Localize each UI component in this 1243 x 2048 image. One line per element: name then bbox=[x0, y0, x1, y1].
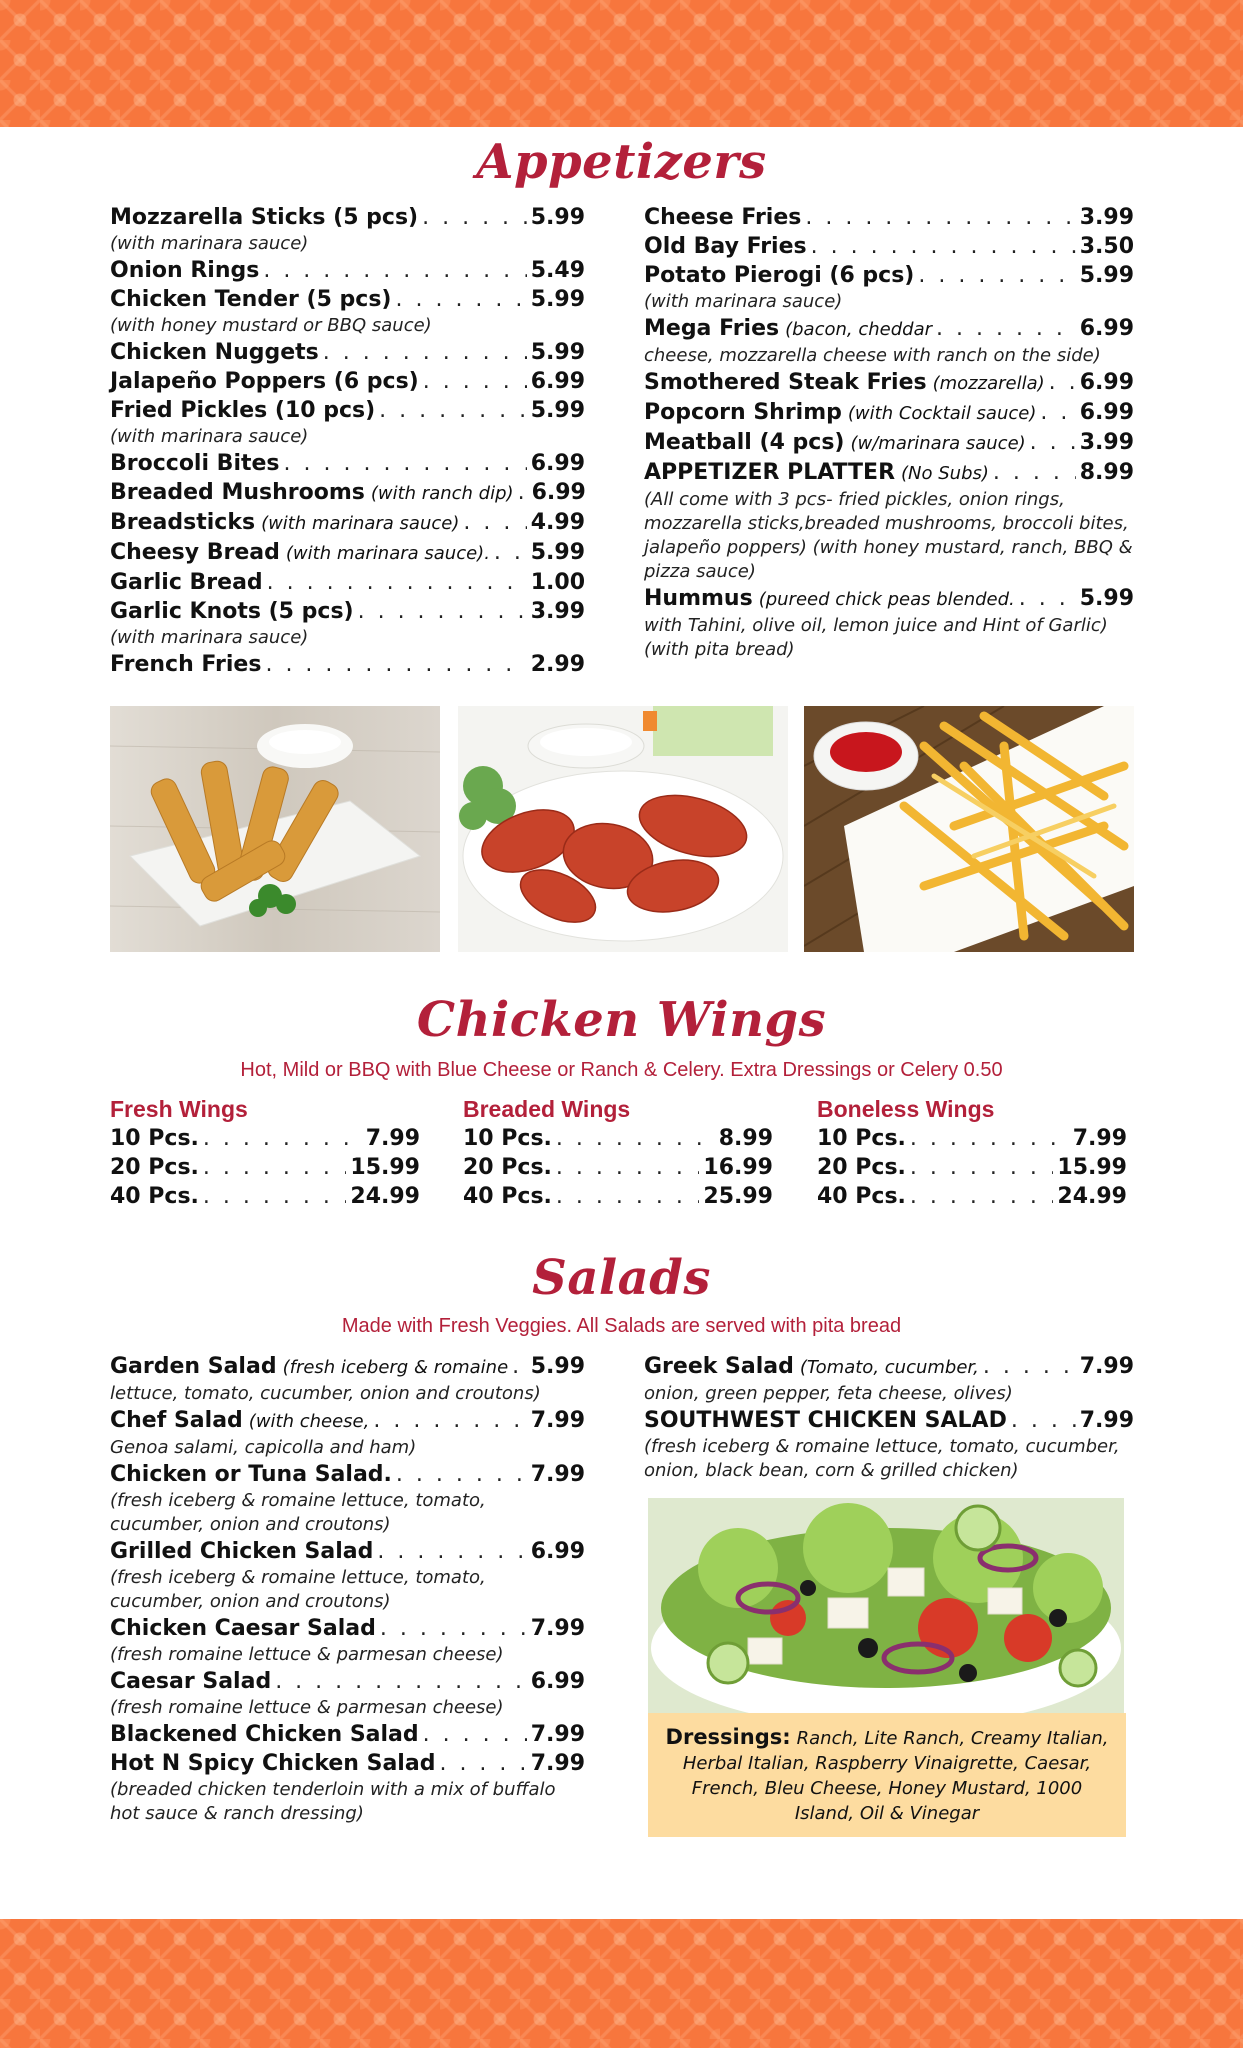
menu-item-note: (No Subs) bbox=[901, 463, 989, 484]
wing-group-name: Fresh Wings bbox=[110, 1096, 248, 1122]
menu-item-name: Garlic Knots (5 pcs) bbox=[110, 599, 354, 624]
dot-leader bbox=[423, 1720, 527, 1749]
dot-leader bbox=[1019, 584, 1076, 613]
wing-price: 16.99 bbox=[703, 1155, 773, 1180]
menu-item bbox=[110, 597, 585, 650]
menu-item-name: Broccoli Bites bbox=[110, 451, 280, 476]
menu-item-price: 7.99 bbox=[530, 1751, 585, 1776]
dot-leader bbox=[556, 1182, 700, 1211]
menu-item-line bbox=[110, 338, 585, 367]
menu-item-line bbox=[110, 538, 585, 568]
menu-item-description: (with marinara sauce) bbox=[110, 627, 309, 648]
menu-item-description: (fresh iceberg & romaine lettuce, tomato, cucumber, onion and croutons) bbox=[110, 1490, 486, 1535]
dot-leader bbox=[203, 1124, 362, 1153]
menu-item-name: Breadsticks bbox=[110, 510, 256, 535]
menu-item-name: SOUTHWEST CHICKEN SALAD bbox=[644, 1408, 1007, 1433]
menu-item-price: 3.99 bbox=[530, 599, 585, 624]
menu-item bbox=[110, 650, 585, 679]
menu-item-name: Hummus bbox=[644, 586, 753, 611]
dot-leader bbox=[284, 449, 527, 478]
boneless-wings-group bbox=[817, 1094, 1127, 1211]
wing-price-row bbox=[817, 1124, 1127, 1153]
wing-quantity: 40 Pcs. bbox=[817, 1184, 906, 1209]
menu-item-price: 6.99 bbox=[1079, 316, 1134, 341]
menu-item-line bbox=[110, 449, 585, 478]
wing-quantity: 40 Pcs. bbox=[110, 1184, 199, 1209]
wing-quantity: 20 Pcs. bbox=[817, 1155, 906, 1180]
menu-item-price: 6.99 bbox=[1079, 400, 1134, 425]
salads-subtitle: Made with Fresh Veggies. All Salads are served with pita bread bbox=[341, 1315, 902, 1337]
menu-item bbox=[644, 232, 1134, 261]
menu-item-price: 5.99 bbox=[530, 205, 585, 230]
menu-item bbox=[110, 256, 585, 285]
appetizers-title: Appetizers bbox=[476, 134, 767, 190]
menu-item bbox=[110, 1749, 585, 1826]
menu-item bbox=[644, 368, 1134, 398]
wing-price: 8.99 bbox=[718, 1126, 773, 1151]
menu-item bbox=[110, 449, 585, 478]
menu-item-line bbox=[644, 398, 1134, 428]
wing-quantity: 10 Pcs. bbox=[817, 1126, 906, 1151]
menu-item-line bbox=[644, 314, 1134, 344]
dot-leader bbox=[395, 285, 526, 314]
menu-item-description: lettuce, tomato, cucumber, onion and croutons) bbox=[110, 1383, 541, 1404]
dot-leader bbox=[203, 1182, 347, 1211]
menu-item bbox=[110, 1720, 585, 1749]
menu-item bbox=[110, 1667, 585, 1720]
menu-item-price: 4.99 bbox=[530, 510, 585, 535]
menu-item-price: 5.99 bbox=[530, 287, 585, 312]
menu-item-line bbox=[110, 1352, 585, 1382]
dot-leader bbox=[556, 1124, 715, 1153]
menu-item bbox=[644, 398, 1134, 428]
menu-item-price: 7.99 bbox=[530, 1722, 585, 1747]
menu-item-name: Breaded Mushrooms bbox=[110, 480, 365, 505]
menu-item bbox=[110, 367, 585, 396]
menu-item-price: 7.99 bbox=[530, 1462, 585, 1487]
menu-item-note: (with marinara sauce). bbox=[285, 543, 490, 564]
wing-price: 25.99 bbox=[703, 1184, 773, 1209]
menu-item-note: (with cheese, bbox=[248, 1411, 370, 1432]
menu-item-price: 6.99 bbox=[530, 1539, 585, 1564]
menu-item-description: (with honey mustard or BBQ sauce) bbox=[110, 315, 432, 336]
menu-item-name: Chicken or Tuna Salad. bbox=[110, 1462, 392, 1487]
dot-leader bbox=[811, 232, 1076, 261]
dressings-list: Ranch, Lite Ranch, Creamy Italian, Herbal Italian, Raspberry Vinaigrette, Caesar, French, Bleu Cheese, Honey Mustard, 1000 Island, Oil & Vinegar bbox=[682, 1728, 1109, 1824]
menu-item-name: Chicken Caesar Salad bbox=[110, 1616, 376, 1641]
menu-item-line bbox=[644, 232, 1134, 261]
dot-leader bbox=[1049, 368, 1076, 397]
dot-leader bbox=[380, 1614, 527, 1643]
menu-item-price: 7.99 bbox=[530, 1616, 585, 1641]
fresh-wings-group bbox=[110, 1094, 420, 1211]
dot-leader bbox=[263, 256, 526, 285]
dot-leader bbox=[494, 538, 527, 567]
menu-item-name: Garden Salad bbox=[110, 1354, 277, 1379]
menu-item-description: Genoa salami, capicolla and ham) bbox=[110, 1437, 417, 1458]
menu-item-price: 6.99 bbox=[530, 1669, 585, 1694]
wing-price-row bbox=[463, 1124, 773, 1153]
menu-item bbox=[644, 314, 1134, 368]
menu-item-description: onion, green pepper, feta cheese, olives) bbox=[644, 1383, 1013, 1404]
menu-item-name: French Fries bbox=[110, 652, 262, 677]
dot-leader bbox=[203, 1153, 347, 1182]
menu-item bbox=[110, 338, 585, 367]
menu-item-description: (All come with 3 pcs- fried pickles, onion rings, mozzarella sticks,breaded mushrooms, broccoli bites, jalapeño poppers) (with honey mustard, ranch, BBQ & pizza sauce) bbox=[644, 489, 1133, 582]
wing-quantity: 20 Pcs. bbox=[110, 1155, 199, 1180]
menu-item bbox=[110, 568, 585, 597]
wing-price-row bbox=[110, 1153, 420, 1182]
menu-item-price: 2.99 bbox=[530, 652, 585, 677]
dot-leader bbox=[1030, 428, 1076, 457]
dot-leader bbox=[518, 478, 528, 507]
dot-leader bbox=[265, 650, 526, 679]
salads-title: Salads bbox=[532, 1250, 711, 1306]
menu-item-name: Old Bay Fries bbox=[644, 234, 807, 259]
menu-item-name: Smothered Steak Fries bbox=[644, 370, 927, 395]
menu-item-note: (with ranch dip) bbox=[370, 483, 514, 504]
menu-item-line bbox=[110, 256, 585, 285]
dressings-box bbox=[648, 1713, 1126, 1837]
dot-leader bbox=[910, 1182, 1054, 1211]
menu-item-name: Greek Salad bbox=[644, 1354, 794, 1379]
menu-item-note: (bacon, cheddar bbox=[785, 319, 932, 340]
menu-item-line bbox=[110, 1614, 585, 1643]
wing-quantity: 10 Pcs. bbox=[110, 1126, 199, 1151]
menu-item bbox=[110, 1614, 585, 1667]
wing-group-name: Breaded Wings bbox=[463, 1096, 631, 1122]
menu-item bbox=[110, 396, 585, 449]
menu-item-line bbox=[110, 1720, 585, 1749]
appetizers-left-column bbox=[110, 203, 585, 679]
menu-item-line bbox=[110, 1406, 585, 1436]
chicken-wings-photo bbox=[458, 706, 788, 952]
menu-item-price: 5.99 bbox=[530, 540, 585, 565]
menu-item-name: APPETIZER PLATTER bbox=[644, 460, 896, 485]
dot-leader bbox=[993, 458, 1076, 487]
wing-price-row bbox=[817, 1182, 1127, 1211]
chicken-wings-subtitle: Hot, Mild or BBQ with Blue Cheese or Ranch & Celery. Extra Dressings or Celery 0.50 bbox=[240, 1059, 1003, 1081]
menu-item-price: 3.99 bbox=[1079, 430, 1134, 455]
menu-item bbox=[110, 508, 585, 538]
menu-item-note: (w/marinara sauce) bbox=[850, 433, 1026, 454]
salads-right-column bbox=[644, 1352, 1134, 1483]
greek-salad-photo bbox=[648, 1498, 1124, 1713]
menu-item-price: 6.99 bbox=[530, 369, 585, 394]
menu-item-note: (mozzarella) bbox=[932, 373, 1045, 394]
menu-item-price: 3.50 bbox=[1079, 234, 1134, 259]
menu-item-price: 5.99 bbox=[1079, 263, 1134, 288]
dot-leader bbox=[377, 1537, 526, 1566]
menu-item-price: 5.99 bbox=[530, 398, 585, 423]
menu-item bbox=[644, 1352, 1134, 1406]
menu-item-description: (fresh romaine lettuce & parmesan cheese) bbox=[110, 1697, 504, 1718]
menu-item-description: (fresh iceberg & romaine lettuce, tomato, cucumber, onion and croutons) bbox=[110, 1567, 486, 1612]
dot-leader bbox=[422, 203, 527, 232]
menu-item-price: 7.99 bbox=[1079, 1408, 1134, 1433]
menu-item-price: 5.99 bbox=[530, 1354, 585, 1379]
menu-item-price: 6.99 bbox=[1079, 370, 1134, 395]
dot-leader bbox=[423, 367, 527, 396]
menu-item-line bbox=[110, 203, 585, 232]
menu-item-name: Cheesy Bread bbox=[110, 540, 280, 565]
dot-leader bbox=[1011, 1406, 1076, 1435]
wing-price: 24.99 bbox=[350, 1184, 420, 1209]
dot-leader bbox=[358, 597, 527, 626]
menu-item-name: Blackened Chicken Salad bbox=[110, 1722, 419, 1747]
menu-item bbox=[644, 1406, 1134, 1483]
dot-leader bbox=[918, 261, 1075, 290]
menu-item-description: (breaded chicken tenderloin with a mix of buffalo hot sauce & ranch dressing) bbox=[110, 1779, 556, 1824]
dot-leader bbox=[910, 1124, 1069, 1153]
menu-item-name: Mozzarella Sticks (5 pcs) bbox=[110, 205, 419, 230]
menu-item-line bbox=[644, 428, 1134, 458]
menu-item-name: Cheese Fries bbox=[644, 205, 802, 230]
menu-item-line bbox=[110, 508, 585, 538]
wing-price-row bbox=[110, 1124, 420, 1153]
bottom-decorative-band bbox=[0, 1919, 1243, 2048]
menu-item-line bbox=[644, 458, 1134, 488]
menu-item-description: (with marinara sauce) bbox=[644, 291, 843, 312]
menu-item-price: 5.49 bbox=[530, 258, 585, 283]
menu-item-price: 6.99 bbox=[530, 451, 585, 476]
dot-leader bbox=[379, 396, 527, 425]
menu-item-note: (Tomato, cucumber, bbox=[799, 1357, 979, 1378]
wing-price: 15.99 bbox=[350, 1155, 420, 1180]
breaded-wings-group bbox=[463, 1094, 773, 1211]
dot-leader bbox=[805, 203, 1075, 232]
wing-quantity: 10 Pcs. bbox=[463, 1126, 552, 1151]
wing-quantity: 40 Pcs. bbox=[463, 1184, 552, 1209]
menu-item-price: 5.99 bbox=[530, 340, 585, 365]
menu-item bbox=[644, 428, 1134, 458]
dot-leader bbox=[512, 1352, 527, 1381]
menu-item-name: Popcorn Shrimp bbox=[644, 400, 842, 425]
menu-item-line bbox=[110, 396, 585, 425]
menu-item bbox=[644, 203, 1134, 232]
appetizers-right-column bbox=[644, 203, 1134, 662]
dot-leader bbox=[983, 1352, 1076, 1381]
menu-item bbox=[644, 261, 1134, 314]
menu-item-name: Hot N Spicy Chicken Salad bbox=[110, 1751, 436, 1776]
wing-price: 7.99 bbox=[1072, 1126, 1127, 1151]
menu-item-line bbox=[110, 1749, 585, 1778]
menu-item-line bbox=[110, 478, 585, 508]
dot-leader bbox=[910, 1153, 1054, 1182]
salads-left-column bbox=[110, 1352, 585, 1826]
menu-item bbox=[110, 538, 585, 568]
menu-item-line bbox=[644, 261, 1134, 290]
menu-item-name: Caesar Salad bbox=[110, 1669, 272, 1694]
menu-item bbox=[110, 1537, 585, 1614]
menu-item-description: cheese, mozzarella cheese with ranch on the side) bbox=[644, 345, 1101, 366]
menu-item-name: Onion Rings bbox=[110, 258, 260, 283]
menu-item-name: Chicken Tender (5 pcs) bbox=[110, 287, 392, 312]
french-fries-photo bbox=[804, 706, 1134, 952]
menu-item bbox=[110, 478, 585, 508]
menu-item-price: 1.00 bbox=[530, 570, 585, 595]
menu-item-line bbox=[110, 367, 585, 396]
wing-group-name: Boneless Wings bbox=[817, 1096, 995, 1122]
menu-item-name: Grilled Chicken Salad bbox=[110, 1539, 374, 1564]
menu-item-price: 6.99 bbox=[531, 480, 586, 505]
menu-item-price: 3.99 bbox=[1079, 205, 1134, 230]
wing-quantity: 20 Pcs. bbox=[463, 1155, 552, 1180]
menu-item bbox=[110, 285, 585, 338]
menu-item-line bbox=[110, 597, 585, 626]
dot-leader bbox=[396, 1460, 527, 1489]
dot-leader bbox=[463, 508, 526, 537]
dot-leader bbox=[439, 1749, 526, 1778]
menu-item-line bbox=[110, 285, 585, 314]
menu-item-name: Meatball (4 pcs) bbox=[644, 430, 845, 455]
menu-item-description: (with marinara sauce) bbox=[110, 233, 309, 254]
menu-item-note: (with Cocktail sauce) bbox=[847, 403, 1037, 424]
menu-item-line bbox=[110, 568, 585, 597]
dot-leader bbox=[373, 1406, 526, 1435]
wing-price: 24.99 bbox=[1057, 1184, 1127, 1209]
dot-leader bbox=[323, 338, 527, 367]
menu-item bbox=[644, 584, 1134, 662]
menu-item-description: with Tahini, olive oil, lemon juice and Hint of Garlic) (with pita bread) bbox=[644, 615, 1108, 660]
menu-item bbox=[110, 1460, 585, 1537]
menu-item-name: Garlic Bread bbox=[110, 570, 263, 595]
menu-item-price: 7.99 bbox=[1079, 1354, 1134, 1379]
menu-item-line bbox=[110, 1667, 585, 1696]
menu-item-name: Mega Fries bbox=[644, 316, 780, 341]
menu-item-note: (fresh iceberg & romaine bbox=[282, 1357, 509, 1378]
menu-item-line bbox=[644, 1352, 1134, 1382]
dot-leader bbox=[275, 1667, 527, 1696]
menu-item bbox=[110, 1406, 585, 1460]
menu-item-description: (fresh romaine lettuce & parmesan cheese) bbox=[110, 1644, 504, 1665]
wing-price: 15.99 bbox=[1057, 1155, 1127, 1180]
menu-item-name: Potato Pierogi (6 pcs) bbox=[644, 263, 915, 288]
menu-item-note: (pureed chick peas blended. bbox=[758, 589, 1015, 610]
menu-item-line bbox=[644, 368, 1134, 398]
dot-leader bbox=[267, 568, 527, 597]
dot-leader bbox=[936, 314, 1076, 343]
menu-item-line bbox=[110, 1460, 585, 1489]
menu-item-price: 5.99 bbox=[1079, 586, 1134, 611]
menu-item-note: (with marinara sauce) bbox=[261, 513, 460, 534]
menu-item-name: Chicken Nuggets bbox=[110, 340, 319, 365]
dot-leader bbox=[1040, 398, 1075, 427]
menu-item-line bbox=[644, 1406, 1134, 1435]
dot-leader bbox=[556, 1153, 700, 1182]
menu-item bbox=[110, 203, 585, 256]
menu-item-line bbox=[644, 584, 1134, 614]
menu-item-line bbox=[110, 650, 585, 679]
menu-item bbox=[110, 1352, 585, 1406]
wing-price: 7.99 bbox=[365, 1126, 420, 1151]
top-decorative-band bbox=[0, 0, 1243, 127]
menu-item-name: Chef Salad bbox=[110, 1408, 243, 1433]
menu-item-line bbox=[644, 203, 1134, 232]
menu-item-name: Fried Pickles (10 pcs) bbox=[110, 398, 376, 423]
mozzarella-sticks-photo bbox=[110, 706, 440, 952]
wing-price-row bbox=[817, 1153, 1127, 1182]
menu-item-price: 8.99 bbox=[1079, 460, 1134, 485]
menu-item-price: 7.99 bbox=[530, 1408, 585, 1433]
wing-price-row bbox=[110, 1182, 420, 1211]
chicken-wings-title: Chicken Wings bbox=[416, 992, 827, 1048]
wing-price-row bbox=[463, 1182, 773, 1211]
menu-item-line bbox=[110, 1537, 585, 1566]
menu-item-description: (fresh iceberg & romaine lettuce, tomato, cucumber, onion, black bean, corn & grilled chicken) bbox=[644, 1436, 1120, 1481]
menu-item-description: (with marinara sauce) bbox=[110, 426, 309, 447]
dressings-label: Dressings: bbox=[665, 1725, 791, 1749]
wing-price-row bbox=[463, 1153, 773, 1182]
menu-item-name: Jalapeño Poppers (6 pcs) bbox=[110, 369, 419, 394]
menu-item bbox=[644, 458, 1134, 584]
